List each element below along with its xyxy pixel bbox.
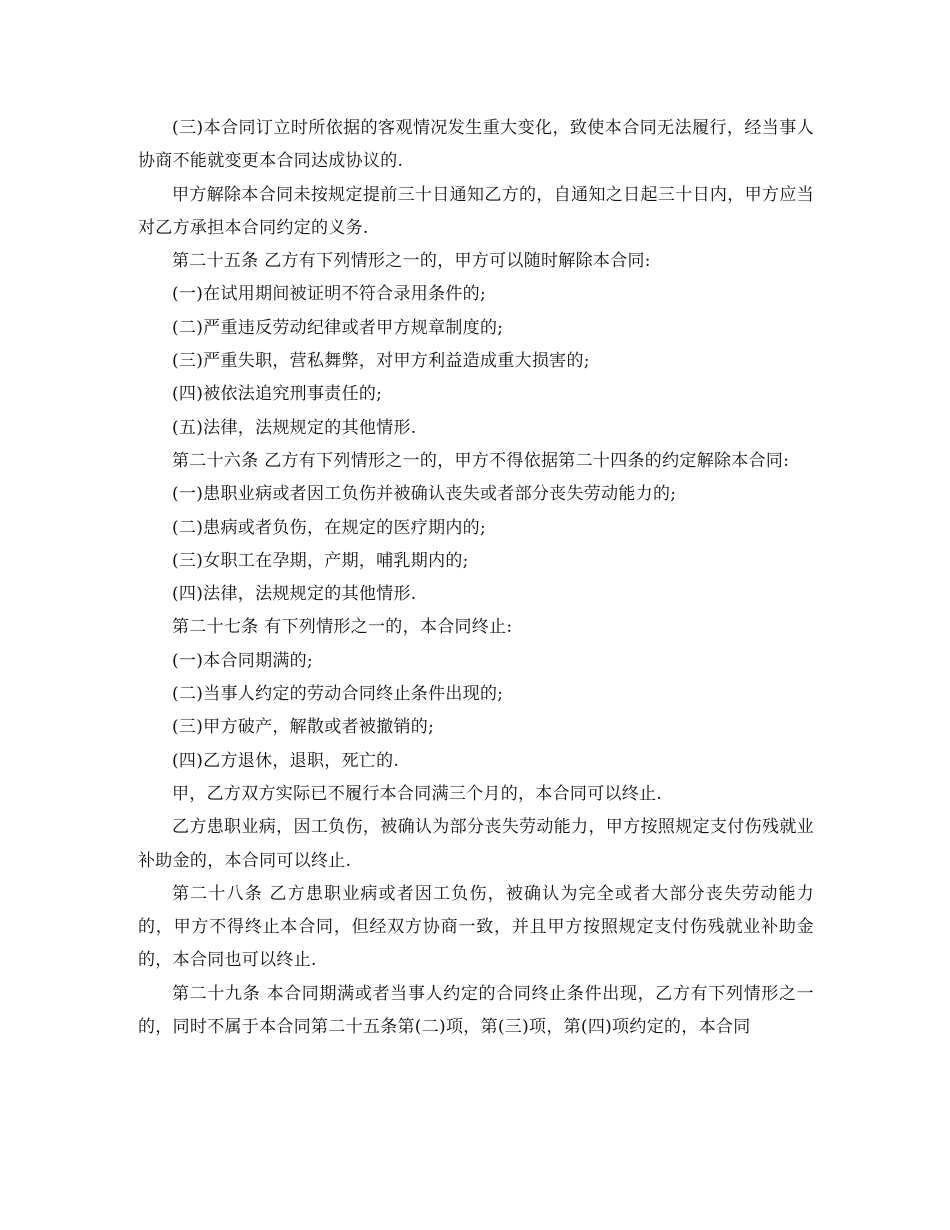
list-item: (三)严重失职，营私舞弊，对甲方利益造成重大损害的; — [172, 351, 590, 372]
paragraph: (三)本合同订立时所依据的客观情况发生重大变化，致使本合同无法履行，经当事人协商不能就变更本合同达成协议的. — [138, 118, 814, 172]
list-item: (三)女职工在孕期，产期，哺乳期内的; — [172, 550, 469, 571]
list-item: (三)甲方破产，解散或者被撤销的; — [172, 717, 435, 738]
article-27-heading: 第二十七条 有下列情形之一的，本合同终止: — [172, 617, 513, 638]
paragraph: 甲，乙方双方实际已不履行本合同满三个月的，本合同可以终止. — [172, 783, 663, 804]
article-28: 第二十八条 乙方患职业病或者因工负伤，被确认为完全或者大部分丧失劳动能力的，甲方不得终止本合同，但经双方协商一致，并且甲方按照规定支付伤残就业补助金的，本合同也可以终止. — [138, 883, 814, 971]
article-25-heading: 第二十五条 乙方有下列情形之一的，甲方可以随时解除本合同: — [172, 251, 651, 272]
list-item: (二)严重违反劳动纪律或者甲方规章制度的; — [172, 317, 504, 338]
article-26-heading: 第二十六条 乙方有下列情形之一的，甲方不得依据第二十四条的约定解除本合同: — [172, 450, 790, 471]
list-item: (一)本合同期满的; — [172, 650, 313, 671]
document-body — [138, 112, 814, 1044]
list-item: (四)法律，法规规定的其他情形. — [172, 584, 417, 605]
list-item: (五)法律，法规规定的其他情形. — [172, 417, 417, 438]
paragraph: 乙方患职业病，因工负伤，被确认为部分丧失劳动能力，甲方按照规定支付伤残就业补助金的，本合同可以终止. — [138, 817, 814, 871]
list-item: (二)当事人约定的劳动合同终止条件出现的; — [172, 684, 504, 705]
list-item: (四)被依法追究刑事责任的; — [172, 384, 383, 405]
article-29: 第二十九条 本合同期满或者当事人约定的合同终止条件出现，乙方有下列情形之一的，同时不属于本合同第二十五条第(二)项，第(三)项，第(四)项约定的，本合同 — [138, 983, 814, 1038]
list-item: (一)患职业病或者因工负伤并被确认丧失或者部分丧失劳动能力的; — [172, 484, 677, 505]
list-item: (一)在试用期间被证明不符合录用条件的; — [172, 284, 486, 305]
list-item: (二)患病或者负伤，在规定的医疗期内的; — [172, 517, 486, 538]
paragraph: 甲方解除本合同未按规定提前三十日通知乙方的，自通知之日起三十日内，甲方应当对乙方承担本合同约定的义务. — [138, 184, 814, 238]
list-item: (四)乙方退休，退职，死亡的. — [172, 750, 400, 771]
